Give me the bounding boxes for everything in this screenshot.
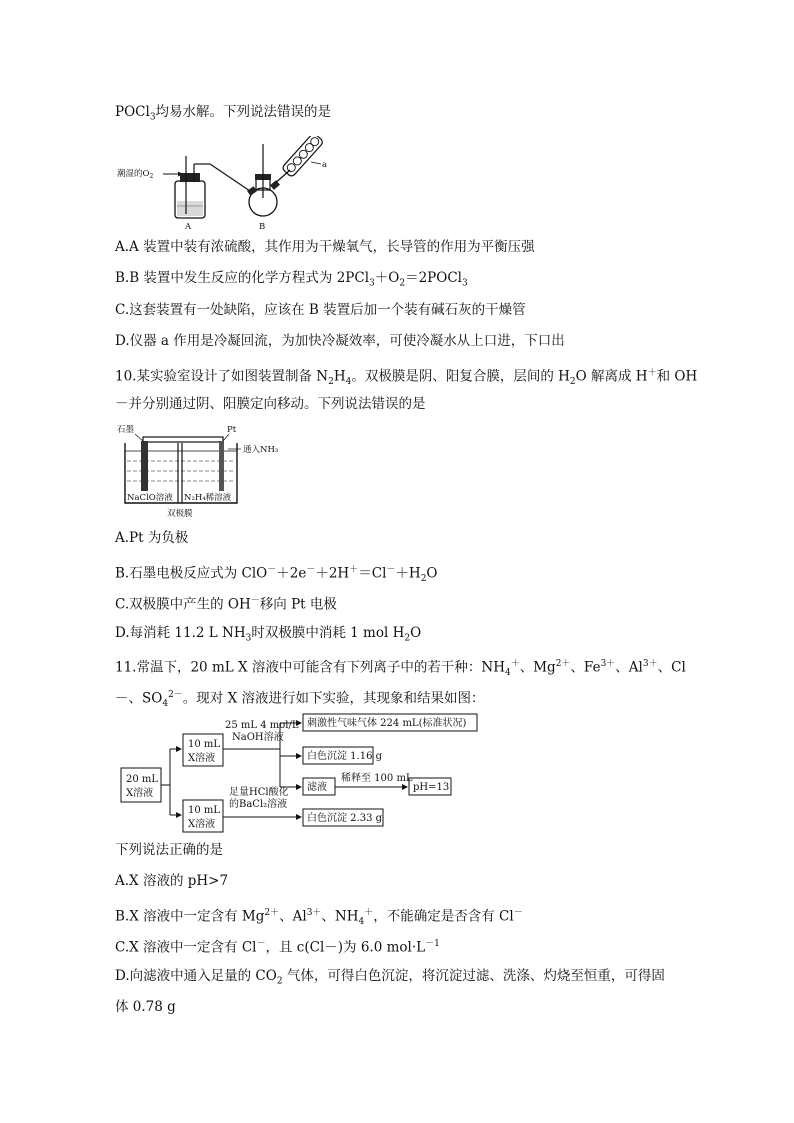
bottom-sample-solution: X溶液 bbox=[188, 819, 216, 830]
ph-result: pH=13 bbox=[413, 782, 450, 793]
q11-option-d-line1: D.向滤液中通入足量的 $CO_2$ 气体，可得白色沉淀，将沉淀过滤、洗涤、灼烧至恒重，可得固 bbox=[115, 968, 665, 987]
label-b: B bbox=[259, 222, 266, 232]
filtrate-label: 滤液 bbox=[307, 782, 327, 793]
q11-stem-line1: 11.常温下，20 mL X 溶液中可能含有下列离子中的若干种：$NH_4^+$、$Mg^{2+}$、$Fe^{3+}$、$Al^{3+}$、Cl bbox=[115, 659, 686, 679]
dilute-label: 稀释至 100 mL bbox=[341, 773, 413, 784]
electrolysis-figure bbox=[115, 421, 295, 521]
q10-option-d: D.每消耗 11.2 L $NH_3$时双极膜中消耗 1 mol $H_2O$ bbox=[115, 625, 422, 644]
graphite-electrode bbox=[141, 441, 148, 491]
start-volume: 20 mL bbox=[126, 774, 159, 785]
stopper-a bbox=[180, 173, 200, 182]
q11-option-b: B.X 溶液中一定含有 $Mg^{2+}$、$Al^{3+}$、$NH_4^+$，不能确定是否含有 Cl－ bbox=[115, 908, 523, 928]
precipitate-result-2: 白色沉淀 2.33 g bbox=[307, 813, 383, 824]
q9-option-c: C.这套装置有一处缺陷，应该在 B 装置后加一个装有碱石灰的干燥管 bbox=[115, 302, 526, 318]
q9-option-b: B.B 装置中发生反应的化学方程式为 $2PCl_3+O_2=2POCl_3$ bbox=[115, 270, 468, 289]
q11-stem-line2: －、$SO_4^{2-}$。现对 X 溶液进行如下实验，其现象和结果如图： bbox=[115, 690, 485, 710]
q11-option-c: C.X 溶液中一定含有 Cl－，且 c(Cl－)为 6.0 $mol\cdot L^{-1}$ bbox=[115, 939, 440, 956]
naoh-reagent: NaOH溶液 bbox=[232, 732, 284, 743]
naoh-amount: 25 mL 4 mol/L bbox=[225, 720, 299, 731]
q11-question: 下列说法正确的是 bbox=[115, 842, 223, 858]
bottom-sample-volume: 10 mL bbox=[188, 805, 221, 816]
q11-option-d-line2: 体 0.78 g bbox=[115, 999, 176, 1015]
q9-option-d: D.仪器 a 作用是冷凝回流，为加快冷凝效率，可使冷凝水从上口进，下口出 bbox=[115, 333, 565, 349]
q10-option-a: A.Pt 为负极 bbox=[115, 530, 189, 546]
label-a: A bbox=[185, 222, 192, 232]
pt-electrode bbox=[219, 441, 224, 491]
graphite-label: 石墨 bbox=[117, 425, 135, 435]
bacl2-reagent: 的BaCl₂溶液 bbox=[229, 799, 288, 810]
precipitate-result-1: 白色沉淀 1.16 g bbox=[307, 751, 383, 762]
top-sample-volume: 10 mL bbox=[188, 739, 221, 750]
right-solution-label: N₂H₄稀溶液 bbox=[184, 493, 232, 503]
experiment-flowchart bbox=[115, 711, 485, 836]
q10-option-b: B.石墨电极反应式为 $ClO^-+2e^-+2H^+=Cl^-+H_2O$ bbox=[115, 565, 438, 585]
nh3-inlet-label: 通入NH₃ bbox=[243, 445, 279, 455]
gas-result: 刺激性气味气体 224 mL(标准状况) bbox=[307, 718, 467, 729]
q10-stem-line2: －并分别通过阴、阳膜定向移动。下列说法错误的是 bbox=[115, 396, 426, 412]
q10-option-c: C.双极膜中产生的 OH－移向 Pt 电极 bbox=[115, 596, 337, 613]
left-solution-label: NaClO溶液 bbox=[127, 493, 173, 503]
top-sample-solution: X溶液 bbox=[188, 753, 216, 764]
membrane-label: 双极膜 bbox=[167, 509, 193, 519]
q9-option-a: A.A 装置中装有浓硫酸，其作用为干燥氧气，长导管的作用为平衡压强 bbox=[115, 239, 535, 255]
q11-option-a: A.X 溶液的 pH>7 bbox=[115, 873, 229, 889]
pt-label: Pt bbox=[227, 425, 237, 435]
intro-line: POCl$_3$均易水解。下列说法错误的是 bbox=[115, 104, 332, 123]
inlet-label: 潮湿的$O_2$ bbox=[117, 169, 154, 180]
start-solution: X溶液 bbox=[126, 788, 154, 799]
external-wire bbox=[143, 437, 223, 442]
apparatus-figure bbox=[115, 136, 345, 232]
bacl2-condition: 足量HCl酸化 bbox=[229, 787, 289, 798]
label-instrument-a: a bbox=[322, 160, 328, 170]
q10-stem-line1: 10.某实验室设计了如图装置制备 $N_2H_4$。双极膜是阴、阳复合膜，层间的 $H_2O$ 解离成 H＋和 OH bbox=[115, 368, 698, 388]
connecting-tube bbox=[210, 164, 250, 191]
